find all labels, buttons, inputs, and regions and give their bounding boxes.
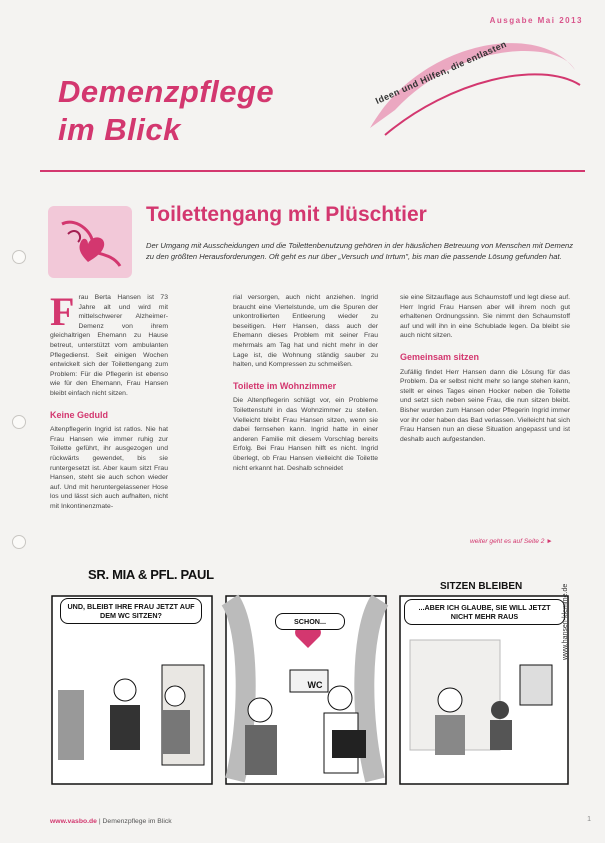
binder-hole xyxy=(12,250,26,264)
article-column-2 xyxy=(233,293,378,473)
subheading-gemeinsam-sitzen: Gemeinsam sitzen xyxy=(400,351,480,362)
ribbon-heart-icon xyxy=(48,206,132,278)
speech-bubble-1: UND, BLEIBT IHRE FRAU JETZT AUF DEM WC SITZEN? xyxy=(60,598,202,624)
paragraph: rau Berta Hansen ist 73 Jahre alt und wird mit mittelschwerer Alzheimer-Demenz von ihrem gleichaltrigen Ehemann zu Hause betreut, unterstützt vom ambulanten Pflegedienst. Seit einigen Wochen entwickelt sich der Toilettengang zum Problem: Für die Pflegerin ist ebenso wie für den Ehemann, Frau Hansen bleibt einfach nicht sitzen. xyxy=(50,294,168,397)
article-column-1 xyxy=(50,289,168,511)
binder-hole xyxy=(12,415,26,429)
footer-text: | Demenzpflege im Blick xyxy=(96,818,172,825)
speech-bubble-2: SCHON... xyxy=(275,613,345,630)
masthead-title xyxy=(58,73,274,149)
paragraph: sie eine Sitzauflage aus Schaumstoff und legt diese auf. Herr Ingrid Frau Hansen aber will ihrem noch gut erhaltenen Ordnungssinn. Sie nimmt den Schaumstoff auf und will ihn in eine Schublade legen. Da bleibt sie auch nicht sitzen. xyxy=(400,294,570,340)
edition-label: Ausgabe Mai 2013 xyxy=(489,16,583,25)
paragraph: Zufällig findet Herr Hansen dann die Lösung für das Problem. Da er selbst nicht mehr so lange stehen kann, stellt er eines Tages einen Hocker neben die Toilette und setzt sich neben seine Frau, die nun sitzen bleibt. Bisher wurden zum Hansen oder Pflegerin Ingrid immer vor ihr oder haben das Bad verlassen. Vielleicht hat sich Frau Hansen nun an diese Situation angepasst und ist deshalb auch aufgestanden. xyxy=(400,368,570,443)
continued-link[interactable]: weiter geht es auf Seite 2 ► xyxy=(470,538,553,545)
subheading-toilette-im-wohnzimmer: Toilette im Wohnzimmer xyxy=(233,380,337,391)
subheading-keine-geduld: Keine Geduld xyxy=(50,409,109,420)
header-divider xyxy=(40,170,585,172)
tagline: Ideen und Hilfen, die entlasten xyxy=(373,38,509,106)
article-headline: Toilettengang mit Plüschtier xyxy=(146,203,427,226)
paragraph: Altenpflegerin Ingrid ist ratlos. Nie hat Frau Hansen wie immer ruhig zur Toilette geführt, ihr ausgezogen und rückwärts gewendet, bis sie runtergesetzt ist. Aber kaum sitzt Frau Hansen, steht sie auch schon wieder auf. Und mit heruntergelassener Hose los und lässt sich auch aufhalten, nicht mit Inkontinenzmate- xyxy=(50,426,168,510)
article-teaser: Der Umgang mit Ausscheidungen und die Toilettenbenutzung gehören in der häuslichen Betreuung von Menschen mit Demenz zu den größten Herausforderungen. Oft geht es nur über „Versuch und Irrtum", bis man die passende Lösung gefunden hat. xyxy=(146,241,574,261)
speech-bubble-3: ...ABER ICH GLAUBE, SIE WILL JETZT NICHT MEHR RAUS xyxy=(404,599,565,625)
paragraph: rial versorgen, auch nicht anziehen. Ingrid braucht eine Viertelstunde, um die Spuren der unkontrollierten Entleerung wieder zu beseitigen. Herr Hansen, dass auch der Ehemann dieses Problem mit seiner Frau mehrmals am Tag hat und nicht mehr in der Lage ist, die Wohnung ständig sauber zu halten, und Kompressen zu schmeißen. xyxy=(233,294,378,369)
article-icon xyxy=(48,206,132,278)
footer-url[interactable]: www.vasbo.de xyxy=(50,818,97,825)
drop-cap: F xyxy=(50,289,75,334)
wc-sign: WC xyxy=(307,680,323,690)
page-footer xyxy=(50,818,172,825)
comic-series-title: SR. MIA & PFL. PAUL xyxy=(88,567,214,582)
masthead-line2: im Blick xyxy=(58,112,181,147)
masthead-line1: Demenzpflege xyxy=(58,74,275,109)
paragraph: Die Altenpflegerin schlägt vor, ein Probleme Toilettenstuhl in das Wohnzimmer zu stellen. Vielleicht bleibt Frau Hansen sitzen, wenn sie dabei fernsehen kann. Ingrid hatte in einer anderen Familie mit diesem Vorschlag bereits Erfolg. Bei Frau Hansen hilft es nicht. Ingrid überlegt, ob Frau Hansen vielleicht die Toilette nicht erkannt hat. Deshalb schneidet xyxy=(233,397,378,472)
comic-source-url: www.hansen-klemme.de xyxy=(562,583,569,660)
page-number: 1 xyxy=(587,816,591,823)
comic-strip-title: SITZEN BLEIBEN xyxy=(440,581,523,592)
binder-hole xyxy=(12,535,26,549)
article-column-3 xyxy=(400,293,570,444)
